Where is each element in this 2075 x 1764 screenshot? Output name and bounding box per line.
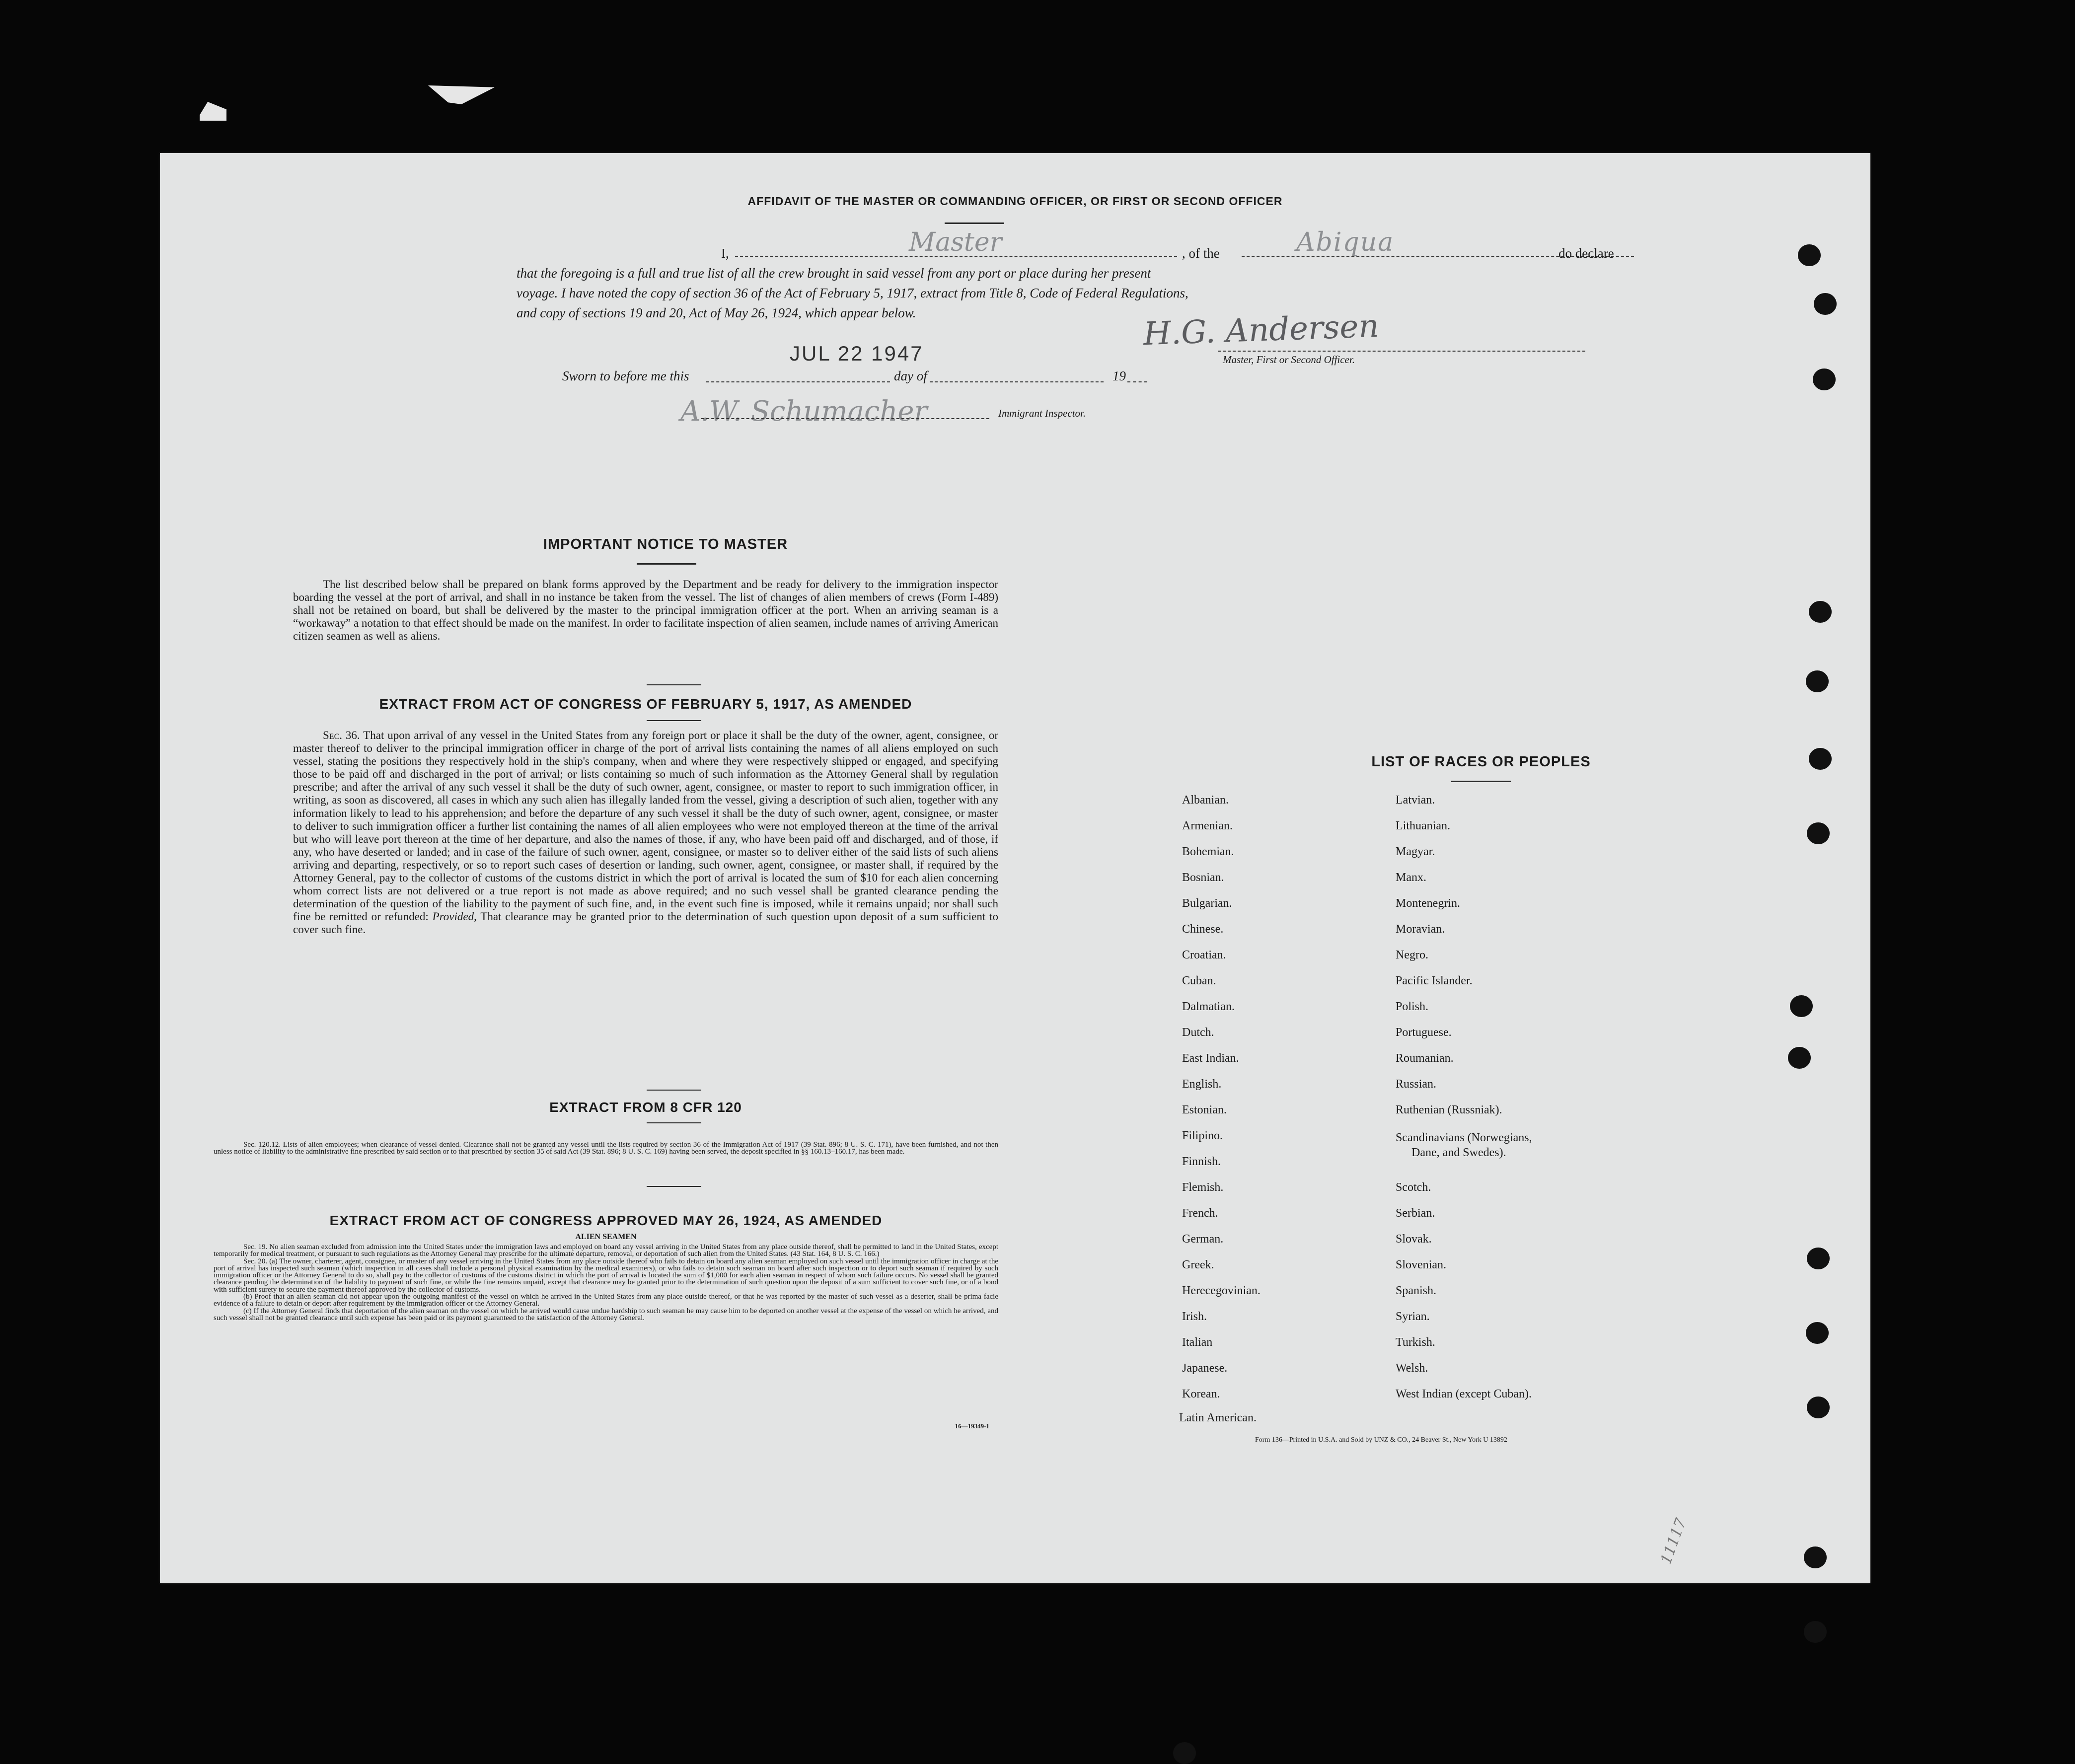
race-item: Japanese.	[1182, 1362, 1228, 1375]
race-item: Slovenian.	[1396, 1258, 1446, 1271]
race-item: English.	[1182, 1078, 1222, 1091]
race-item: Herecegovinian.	[1182, 1284, 1260, 1297]
sec19-paragraph: Sec. 19. No alien seaman excluded from admission into the United States under the immigration laws and employed on board any vessel arriving in the United States from any place outside thereof, shall be permitted to land in the United States, except temporarily for medical treatment, or pursuant to such regulations as the Attorney General may prescribe for the ultimate departure, removal, or deportation of such alien from the United States. (43 Stat. 164, 8 U. S. C. 166.)	[214, 1243, 998, 1258]
declaration-line: and copy of sections 19 and 20, Act of May 26, 1924, which appear below.	[517, 305, 916, 320]
sworn-line	[562, 368, 1332, 388]
extract-cfr-heading: EXTRACT FROM 8 CFR 120	[549, 1100, 742, 1115]
extract-1924-heading: EXTRACT FROM ACT OF CONGRESS APPROVED MAY 26, 1924, AS AMENDED	[329, 1213, 883, 1228]
race-item: Montenegrin.	[1396, 897, 1460, 910]
race-item: Latvian.	[1396, 794, 1435, 807]
punch-hole	[1809, 601, 1832, 623]
race-item: Magyar.	[1396, 845, 1435, 858]
race-item: Korean.	[1182, 1388, 1220, 1400]
race-item: Estonian.	[1182, 1103, 1227, 1116]
race-item: Slovak.	[1396, 1233, 1432, 1246]
race-item: Ruthenian (Russniak).	[1396, 1103, 1502, 1116]
declaration-text	[517, 263, 1629, 323]
punch-hole	[1804, 1546, 1827, 1568]
heading-rule	[637, 563, 696, 565]
race-item: West Indian (except Cuban).	[1396, 1388, 1532, 1400]
film-edge-mark	[428, 85, 495, 104]
race-item: Italian	[1182, 1336, 1213, 1349]
do-declare-label: do declare	[1558, 246, 1614, 261]
heading-rule	[647, 720, 701, 721]
punch-hole	[1813, 368, 1836, 390]
print-code: 16—19349-1	[955, 1422, 989, 1430]
race-item: Manx.	[1396, 871, 1426, 884]
provided-word: Provided,	[432, 910, 477, 923]
heading-rule	[647, 1122, 701, 1123]
punch-hole	[1788, 1047, 1811, 1069]
extract-1917-heading: EXTRACT FROM ACT OF CONGRESS OF FEBRUARY 5, 1917, AS AMENDED	[379, 696, 912, 712]
race-item: Greek.	[1182, 1258, 1214, 1271]
alien-seamen-subheading: ALIEN SEAMEN	[575, 1233, 637, 1241]
race-item: Russian.	[1396, 1078, 1437, 1091]
declaration-line: that the foregoing is a full and true list of all the crew brought in said vessel from any port or place during her present	[517, 266, 1151, 281]
race-item: Bosnian.	[1182, 871, 1224, 884]
race-item: Serbian.	[1396, 1207, 1435, 1220]
section-rule	[647, 1186, 701, 1187]
date-stamp: JUL 22 1947	[790, 342, 924, 365]
race-item: East Indian.	[1182, 1052, 1239, 1065]
race-item: Chinese.	[1182, 923, 1224, 936]
race-item: German.	[1182, 1233, 1224, 1246]
affidavit-heading: AFFIDAVIT OF THE MASTER OR COMMANDING OFFICER, OR FIRST OR SECOND OFFICER	[747, 195, 1283, 208]
of-the-label: , of the	[1182, 246, 1220, 261]
race-item: Flemish.	[1182, 1181, 1224, 1194]
punch-hole	[1806, 1322, 1829, 1344]
race-item: Filipino.	[1182, 1129, 1223, 1142]
race-item: Moravian.	[1396, 923, 1445, 936]
race-item: Bohemian.	[1182, 845, 1234, 858]
punch-hole	[1809, 748, 1832, 770]
heading-rule	[1451, 781, 1511, 782]
sec20b-paragraph: (b) Proof that an alien seaman did not appear upon the outgoing manifest of the vessel on which he arrived in the United States from any place outside thereof, or that he was reported by the master of such vessel as a deserter, shall be prima facie evidence of a failure to detain or deport after requirement by the immigration officer or the Attorney General.	[214, 1293, 998, 1308]
form-imprint: Form 136—Printed in U.S.A. and Sold by UNZ & CO., 24 Beaver St., New York U 13892	[1255, 1436, 1507, 1444]
punch-hole	[1807, 822, 1830, 844]
race-item: Spanish.	[1396, 1284, 1437, 1297]
margin-scribble: 11117	[1657, 1516, 1690, 1567]
race-item: Scotch.	[1396, 1181, 1431, 1194]
extract-cfr-paragraph: Sec. 120.12. Lists of alien employees; when clearance of vessel denied. Clearance shall not be granted any vessel until the lists required by section 36 of the Immigration Act of 1917 (39 Stat. 896; 8 U. S. C. 171), have been furnished, and not then unless notice of liability to the administrative fine prescribed by said section or to that prescribed by section 35 of said Act (39 Stat. 896; 8 U. S. C. 169) having been served, the deposit specified in §§ 160.13–160.17, has been made.	[214, 1141, 998, 1156]
race-item: Bulgarian.	[1182, 897, 1232, 910]
declaration-line: voyage. I have noted the copy of section 36 of the Act of February 5, 1917, extract from Title 8, Code of Federal Regulations,	[517, 286, 1188, 300]
sworn-month-line	[930, 381, 1104, 382]
master-handwritten: Master	[909, 227, 1002, 257]
section-label: Sec. 36.	[323, 729, 360, 741]
punch-hole	[1814, 293, 1837, 315]
inspector-line	[701, 418, 989, 419]
race-item: Dane, and Swedes).	[1411, 1146, 1506, 1159]
document-page	[160, 153, 1870, 1583]
section-main-text: That upon arrival of any vessel in the United States from any foreign port or place it shall be the duty of the owner, agent, consignee, or master thereof to deliver to the principal immigration officer in charge of the port of arrival lists containing the names of all aliens employed on such vessel, stating the positions they respectively hold in the ship's company, when and where they were respectively shipped or engaged, and specifying those to be paid off and discharged in the port of arrival; or lists containing so much of such information as the Attorney General shall by regulation prescribe; and after the arrival of any such vessel it shall be the duty of such owner, agent, consignee, or master to report to such immigration officer, in writing, as soon as discovered, all cases in which any such alien has illegally landed from the vessel, giving a description of such alien, together with any information likely to lead to his apprehension; and before the departure of any such vessel it shall be the duty of such owner, agent, consignee, or master to deliver to such immigration officer a further list containing the names of all alien employees who were not employed thereon at the time of the arrival but who will leave port thereon at the time of her departure, and also the names of those, if any, who have been paid off and discharged, and of those, if any, who have deserted or landed; and in case of the failure of such owner, agent, consignee, or master so to deliver either of the said lists of such aliens arriving and departing, respectively, or so to report such cases of desertion or landing, such owner, agent, consignee, or master shall, if required by the Attorney General, pay to the collector of customs of the customs district in which the port of arrival is located the sum of $10 for each alien concerning whom correct lists are not delivered or a true report is not made as above required; and no such vessel shall be granted clearance pending the determination of the question of the liability to the payment of such fine, and, in the event such fine is imposed, while it remains unpaid; nor shall such fine be remitted or refunded:	[293, 729, 998, 923]
race-item: Irish.	[1182, 1310, 1207, 1323]
race-item: Portuguese.	[1396, 1026, 1452, 1039]
section-tail-text: That clearance may be granted prior to the determination of such question upon deposit of a sum sufficient to cover such fine.	[293, 910, 998, 936]
punch-hole	[1790, 995, 1813, 1017]
race-item: Dalmatian.	[1182, 1000, 1235, 1013]
punch-hole	[1804, 1621, 1827, 1643]
sworn-day-line	[706, 381, 890, 382]
declaration-first-line	[517, 227, 1644, 263]
race-item: Latin American.	[1179, 1411, 1257, 1424]
master-signature: H.G. Andersen	[1142, 307, 1380, 353]
vessel-handwritten: Abiqua	[1296, 227, 1395, 257]
i-label: I,	[721, 246, 729, 261]
race-item: Dutch.	[1182, 1026, 1214, 1039]
inspector-caption: Immigrant Inspector.	[998, 407, 1086, 419]
punch-hole	[1807, 1396, 1830, 1418]
race-item: Armenian.	[1182, 819, 1233, 832]
sec20c-paragraph: (c) If the Attorney General finds that deportation of the alien seaman on the vessel on which he arrived would cause undue hardship to such seaman he may cause him to be deported on another vessel at the expense of the vessel on which he arrived, and such vessel shall not be granted clearance until such expense has been paid or its payment guaranteed to the satisfaction of the Attorney General.	[214, 1307, 998, 1322]
notice-paragraph: The list described below shall be prepared on blank forms approved by the Department and be ready for delivery to the immigration inspector boarding the vessel at the port of arrival, and shall in no instance be taken from the vessel. The list of changes of alien members of crews (Form I-489) shall not be retained on board, but shall be delivered by the master to the principal immigration officer at the port. When an arriving seaman is a “workaway” a notation to that effect should be made on the manifest. In order to facilitate inspection of alien seamen, include names of arriving American citizen seamen as well as aliens.	[293, 578, 998, 643]
punch-hole	[1798, 244, 1821, 266]
signature-line	[1218, 351, 1585, 352]
extract-1917-paragraph	[293, 729, 998, 937]
sec20a-paragraph: Sec. 20. (a) The owner, charterer, agent, consignee, or master of any vessel arriving in the United States from any place outside thereof who fails to detain on board any alien seaman employed on such vessel until the immigration officer in charge at the port of arrival has inspected such seaman (which inspection in all cases shall include a personal physical examination by the medical examiners), or who fails to detain such seaman on board after such inspection or to deport such seaman if required by such immigration officer or the Attorney General to do so, shall pay to the collector of customs of the customs district in which the port of arrival is located the sum of $1,000 for each alien seaman in respect of whom such failure occurs. No vessel shall be granted clearance pending the determination of the liability to payment of such fine, or while the fine remains unpaid, except that clearance may be granted prior to the determination of such question upon the deposit of a sum sufficient to cover such fine, or of a bond with sufficient surety to secure the payment thereof approved by the collector of customs.	[214, 1257, 998, 1294]
race-item: Lithuanian.	[1396, 819, 1450, 832]
section-rule	[647, 684, 701, 685]
film-edge-mark	[200, 102, 226, 121]
race-item: Cuban.	[1182, 974, 1216, 987]
race-item: Polish.	[1396, 1000, 1429, 1013]
section-rule	[647, 1090, 701, 1091]
race-item: Albanian.	[1182, 794, 1229, 807]
notice-heading: IMPORTANT NOTICE TO MASTER	[543, 536, 788, 552]
punch-hole	[1173, 1742, 1196, 1764]
race-item: Finnish.	[1182, 1155, 1221, 1168]
races-heading: LIST OF RACES OR PEOPLES	[1371, 754, 1591, 770]
race-item: Turkish.	[1396, 1336, 1435, 1349]
master-caption: Master, First or Second Officer.	[1223, 354, 1355, 366]
sworn-label: Sworn to before me this	[562, 368, 689, 383]
punch-hole	[1806, 670, 1829, 692]
punch-hole	[1807, 1248, 1830, 1269]
race-item: Scandinavians (Norwegians,	[1396, 1131, 1532, 1144]
day-of-label: day of	[894, 368, 927, 383]
extract-1924-text	[214, 1244, 998, 1322]
race-item: Pacific Islander.	[1396, 974, 1473, 987]
year-prefix: 19	[1112, 368, 1126, 383]
race-item: Welsh.	[1396, 1362, 1428, 1375]
heading-rule	[945, 222, 1004, 224]
race-item: Syrian.	[1396, 1310, 1430, 1323]
race-item: French.	[1182, 1207, 1218, 1220]
race-item: Croatian.	[1182, 949, 1226, 961]
year-line	[1127, 381, 1147, 382]
declaration-block	[517, 227, 1644, 320]
race-item: Roumanian.	[1396, 1052, 1454, 1065]
race-item: Negro.	[1396, 949, 1428, 961]
inspector-signature: A.W. Schumacher	[680, 395, 928, 428]
